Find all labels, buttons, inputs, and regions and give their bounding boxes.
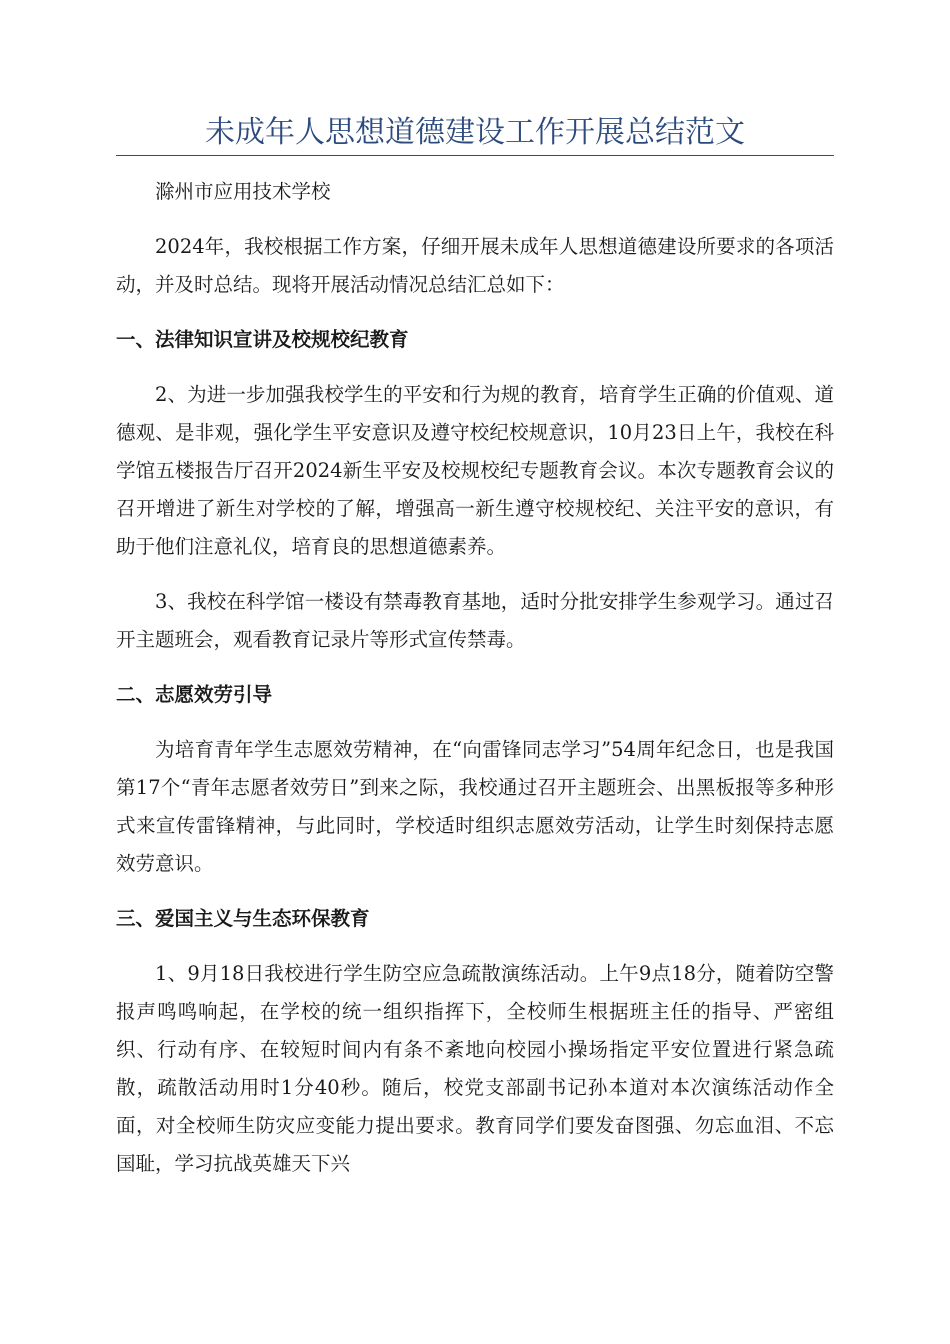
document-title: 未成年人思想道德建设工作开展总结范文 xyxy=(205,115,745,150)
body-paragraph: 为培育青年学生志愿效劳精神，在“向雷锋同志学习”54周年纪念日，也是我国第17个“青年志愿者效劳日”到来之际，我校通过召开主题班会、出黑板报等多种形式来宣传雷锋精神，与此同时，学校适时组织志愿效劳活动，让学生时刻保持志愿效劳意识。 xyxy=(116,738,834,875)
document-body xyxy=(116,173,834,1199)
author-line: 滁州市应用技术学校 xyxy=(155,180,331,203)
section-heading: 一、法律知识宣讲及校规校纪教育 xyxy=(116,328,409,351)
body-paragraph: 2、为进一步加强我校学生的平安和行为规的教育，培育学生正确的价值观、道德观、是非观，强化学生平安意识及遵守校纪校规意识，10月23日上午，我校在科学馆五楼报告厅召开2024新生平安及校规校纪专题教育会议。本次专题教育会议的召开增进了新生对学校的了解，增强高一新生遵守校规校纪、关注平安的意识，有助于他们注意礼仪，培育良的思想道德素养。 xyxy=(116,383,834,558)
body-paragraph: 3、我校在科学馆一楼设有禁毒教育基地，适时分批安排学生参观学习。通过召开主题班会，观看教育记录片等形式宣传禁毒。 xyxy=(116,590,834,651)
title-underline xyxy=(116,155,834,156)
body-paragraph: 1、9月18日我校进行学生防空应急疏散演练活动。上午9点18分，随着防空警报声鸣鸣响起，在学校的统一组织指挥下，全校师生根据班主任的指导、严密组织、行动有序、在较短时间内有条不紊地向校园小操场指定平安位置进行紧急疏散，疏散活动用时1分40秒。随后，校党支部副书记孙本道对本次演练活动作全面，对全校师生防灾应变能力提出要求。教育同学们要发奋图强、勿忘血泪、不忘国耻，学习抗战英雄天下兴 xyxy=(116,962,834,1175)
section-heading: 二、志愿效劳引导 xyxy=(116,683,273,706)
section-heading: 三、爱国主义与生态环保教育 xyxy=(116,907,370,930)
intro-paragraph: 2024年，我校根据工作方案，仔细开展未成年人思想道德建设所要求的各项活动，并及时总结。现将开展活动情况总结汇总如下： xyxy=(116,235,834,296)
